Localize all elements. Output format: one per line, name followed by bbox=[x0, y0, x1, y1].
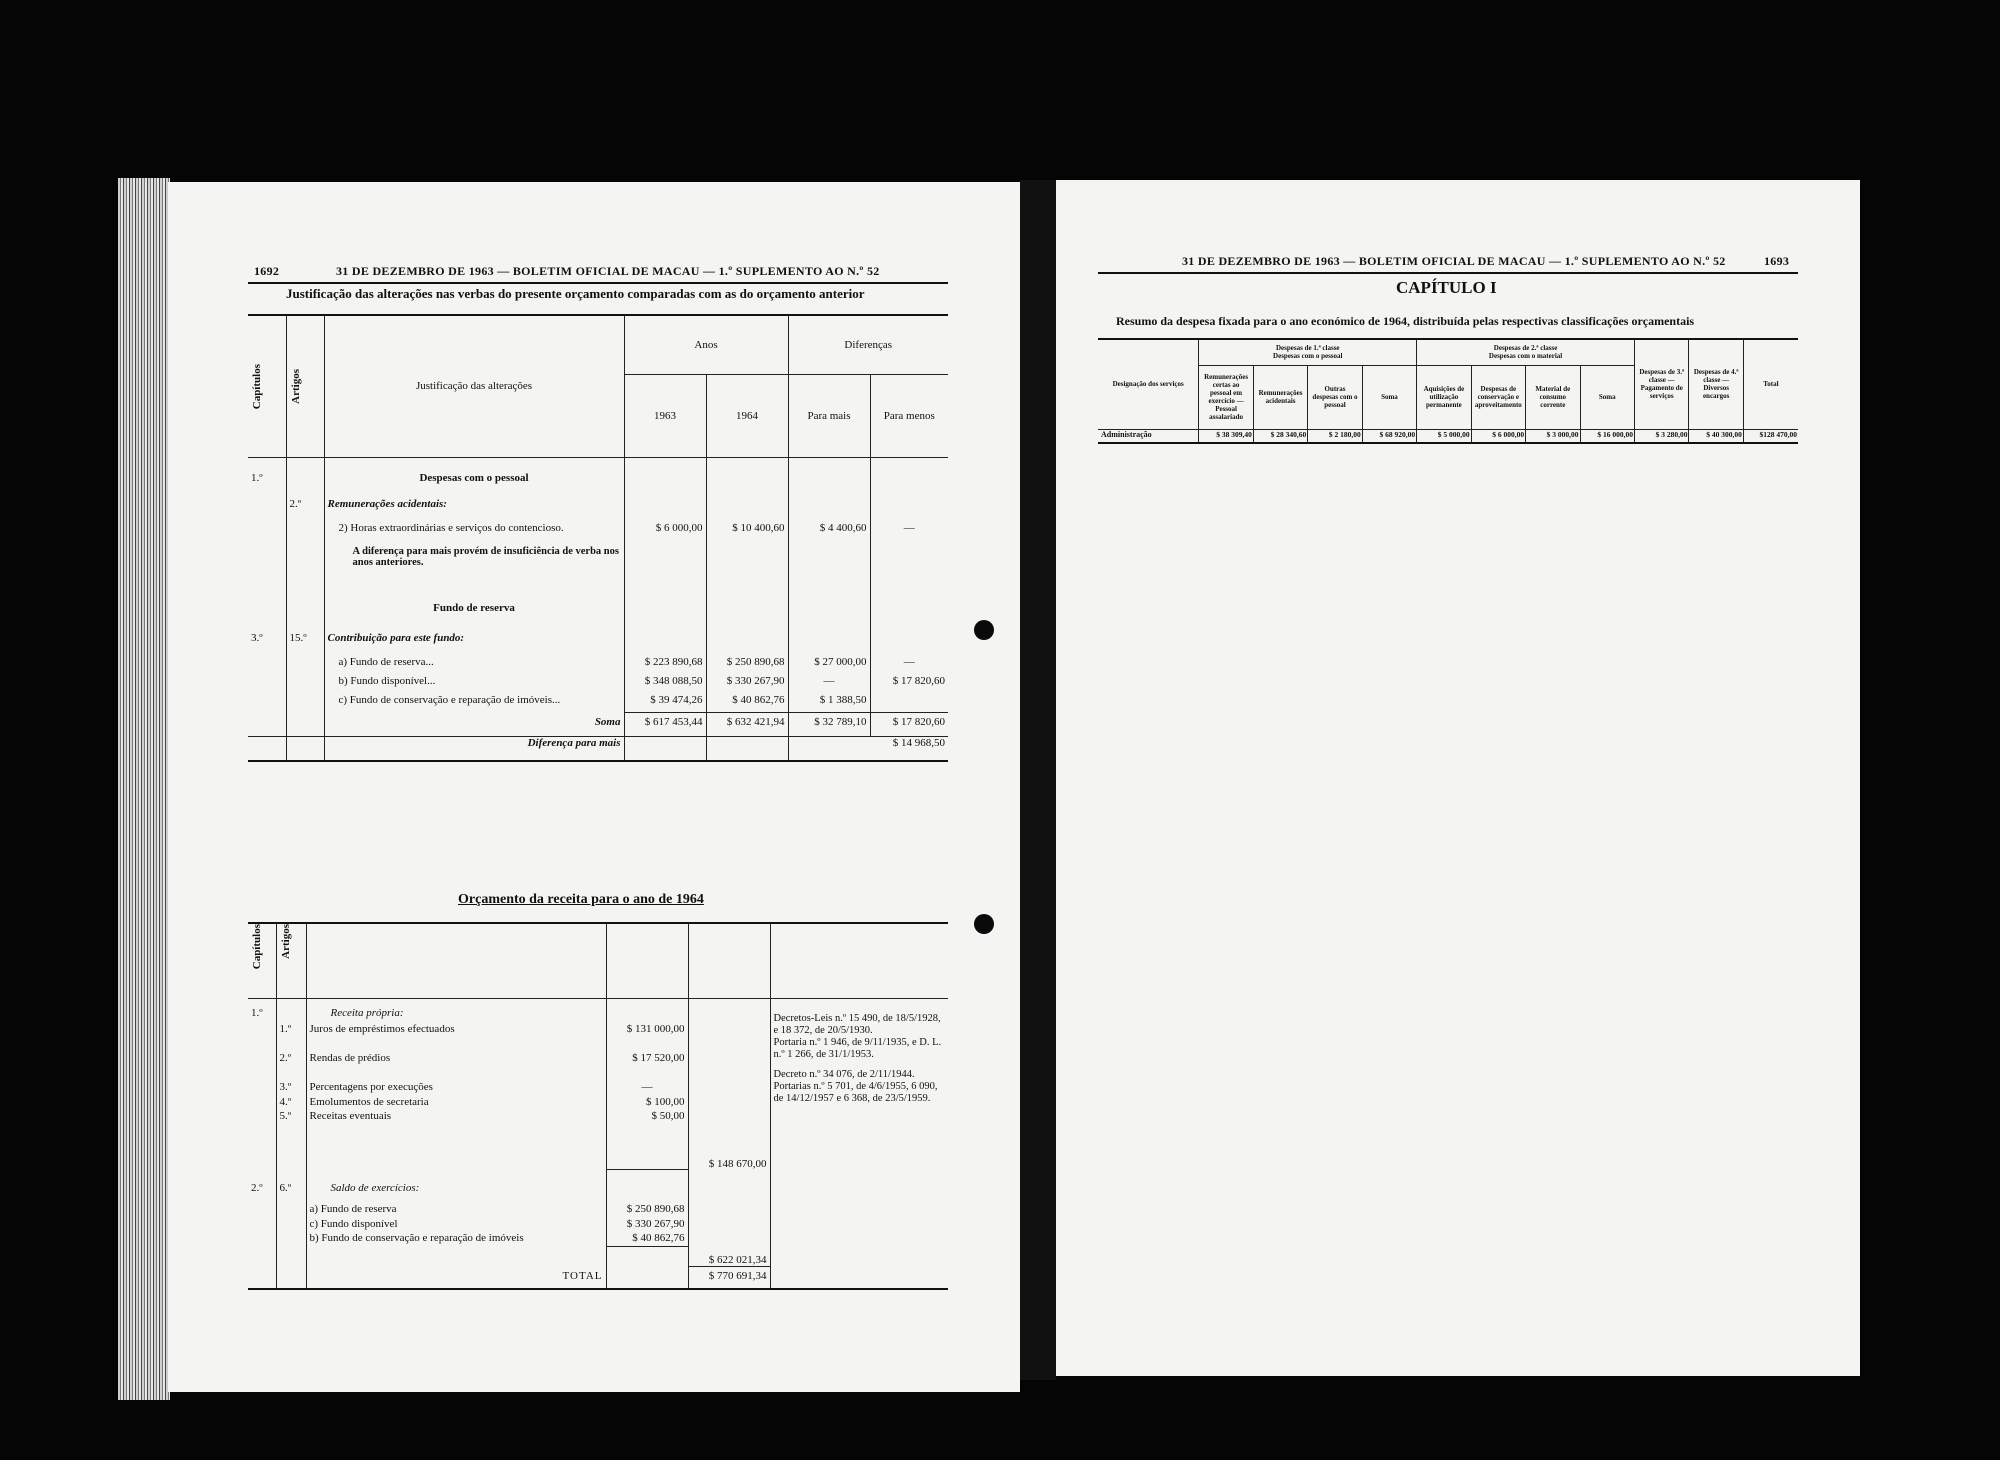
row-value: $ 68 920,00 bbox=[1362, 429, 1416, 443]
diferenca-value: $ 14 968,50 bbox=[788, 737, 948, 761]
punch-hole bbox=[974, 914, 994, 934]
receita-item-label: Emolumentos de secretaria bbox=[306, 1096, 606, 1111]
receita-item-value: $ 100,00 bbox=[606, 1096, 688, 1111]
receita-item-value: $ 17 520,00 bbox=[606, 1052, 688, 1081]
art-2: 2.º bbox=[286, 498, 324, 522]
fundo-row-1964: $ 250 890,68 bbox=[706, 656, 788, 675]
soma-label: Soma bbox=[324, 713, 624, 737]
receita-art-6: 6.º bbox=[276, 1170, 306, 1203]
receita-item-value: $ 131 000,00 bbox=[606, 1023, 688, 1052]
receita-subtotal-1: $ 148 670,00 bbox=[688, 1125, 770, 1170]
despesa-summary-table bbox=[1098, 338, 1798, 444]
col-para-mais: Para mais bbox=[788, 374, 870, 457]
horas-1964: $ 10 400,60 bbox=[706, 522, 788, 546]
legal-note: Portarias n.º 5 701, de 4/6/1955, 6 090, de 14/12/1957 e 6 368, de 23/5/1959. bbox=[773, 1081, 938, 1105]
chapter-subtitle: Resumo da despesa fixada para o ano económico de 1964, distribuída pelas respectivas classificações orçamentais bbox=[1116, 314, 1695, 328]
col-soma-1: Soma bbox=[1362, 365, 1416, 429]
punch-hole bbox=[974, 620, 994, 640]
legal-note: Portaria n.º 1 946, de 9/11/1935, e D. L. n.º 1 266, de 31/1/1953. bbox=[773, 1037, 942, 1061]
art-15: 15.º bbox=[286, 632, 324, 656]
receita-art: 5.º bbox=[276, 1110, 306, 1125]
head-rule bbox=[1098, 272, 1798, 274]
fundo-row-1963: $ 223 890,68 bbox=[624, 656, 706, 675]
fundo-row-mais: — bbox=[788, 675, 870, 694]
col-classe-4: Despesas de 4.ª classe — Diversos encargos bbox=[1689, 339, 1743, 429]
remuneracoes-label: Remunerações acidentais: bbox=[324, 498, 624, 522]
row-value: $ 3 000,00 bbox=[1526, 429, 1580, 443]
fundo-row-mais: $ 27 000,00 bbox=[788, 656, 870, 675]
book-page-edges bbox=[118, 178, 170, 1400]
receita-total-value: $ 770 691,34 bbox=[688, 1267, 770, 1289]
right-page bbox=[1056, 180, 1860, 1376]
fundo-row-1964: $ 40 862,76 bbox=[706, 694, 788, 713]
receita-title: Orçamento da receita para o ano de 1964 bbox=[458, 892, 704, 907]
diferenca-label: Diferença para mais bbox=[324, 737, 624, 761]
saldo-item-label: b) Fundo de conservação e reparação de imóveis bbox=[306, 1232, 606, 1247]
col-para-menos: Para menos bbox=[870, 374, 948, 457]
row-value: $ 5 000,00 bbox=[1417, 429, 1471, 443]
col-soma-2: Soma bbox=[1580, 365, 1634, 429]
book-gutter bbox=[1020, 180, 1056, 1380]
receita-col-artigos: Artigos bbox=[279, 924, 292, 959]
legal-note: Decretos-Leis n.º 15 490, de 18/5/1928, e 18 372, de 20/5/1930. bbox=[773, 1013, 941, 1037]
col-justificacao: Justificação das alterações bbox=[324, 315, 624, 457]
col-total: Total bbox=[1743, 339, 1798, 429]
chapter-title: CAPÍTULO I bbox=[1396, 278, 1497, 297]
row-value: $ 16 000,00 bbox=[1580, 429, 1634, 443]
col-remuneracoes-certas: Remunerações certas ao pessoal em exercício — Pessoal assalariado bbox=[1199, 365, 1253, 429]
receita-art: 4.º bbox=[276, 1096, 306, 1111]
row-value: $ 3 280,00 bbox=[1634, 429, 1688, 443]
cap-3: 3.º bbox=[251, 631, 263, 644]
col-1964: 1964 bbox=[706, 374, 788, 457]
justification-table bbox=[248, 314, 948, 762]
running-head-left: 31 DE DEZEMBRO DE 1963 — BOLETIM OFICIAL DE MACAU — 1.º SUPLEMENTO AO N.º 52 bbox=[336, 264, 880, 278]
col-artigos: Artigos bbox=[289, 369, 302, 404]
legal-note: Decreto n.º 34 076, de 2/11/1944. bbox=[773, 1069, 915, 1081]
receita-col-capitulos: Capítulos bbox=[251, 924, 263, 970]
cap-1: 1.º bbox=[251, 471, 263, 484]
fundo-row-1964: $ 330 267,90 bbox=[706, 675, 788, 694]
soma-mais: $ 32 789,10 bbox=[788, 713, 870, 737]
receita-table bbox=[248, 922, 948, 1290]
receita-art: 2.º bbox=[276, 1052, 306, 1081]
page-number-right: 1693 bbox=[1764, 254, 1790, 268]
col-1963: 1963 bbox=[624, 374, 706, 457]
fundo-row-label: b) Fundo disponível... bbox=[324, 675, 624, 694]
col-capitulos: Capítulos bbox=[251, 363, 263, 410]
fundo-row-label: a) Fundo de reserva... bbox=[324, 656, 624, 675]
row-value: $ 40 300,00 bbox=[1689, 429, 1743, 443]
col-remuneracoes-acidentais: Remunerações acidentais bbox=[1253, 365, 1307, 429]
horas-menos: — bbox=[870, 522, 948, 546]
col-outras-despesas: Outras despesas com o pessoal bbox=[1308, 365, 1362, 429]
horas-1963: $ 6 000,00 bbox=[624, 522, 706, 546]
receita-cap-2: 2.º bbox=[251, 1181, 263, 1194]
head-rule bbox=[248, 282, 948, 284]
col-designacao: Designação dos serviços bbox=[1098, 339, 1199, 429]
nota-diferenca: A diferença para mais provém de insuficiência de verba nos anos anteriores. bbox=[324, 546, 624, 592]
saldo-item-label: a) Fundo de reserva bbox=[306, 1203, 606, 1218]
col-diferencas: Diferenças bbox=[788, 315, 948, 374]
row-value: $ 28 340,60 bbox=[1253, 429, 1307, 443]
receita-item-label: Rendas de prédios bbox=[306, 1052, 606, 1081]
justification-title: Justificação das alterações nas verbas do presente orçamento comparadas com as do orçamento anterior bbox=[286, 286, 865, 301]
row-value: $ 2 180,00 bbox=[1308, 429, 1362, 443]
col-conservacao: Despesas de conservação e aproveitamento bbox=[1471, 365, 1525, 429]
saldo-item-value: $ 250 890,68 bbox=[606, 1203, 688, 1218]
soma-menos: $ 17 820,60 bbox=[870, 713, 948, 737]
fundo-row-mais: $ 1 388,50 bbox=[788, 694, 870, 713]
saldo-label: Saldo de exercícios: bbox=[306, 1170, 606, 1203]
saldo-item-value: $ 40 862,76 bbox=[606, 1232, 688, 1247]
row-value: $ 38 309,40 bbox=[1199, 429, 1253, 443]
receita-item-label: Juros de empréstimos efectuados bbox=[306, 1023, 606, 1052]
left-page bbox=[168, 182, 1020, 1392]
running-head-right: 31 DE DEZEMBRO DE 1963 — BOLETIM OFICIAL DE MACAU — 1.º SUPLEMENTO AO N.º 52 bbox=[1182, 254, 1726, 268]
col-anos: Anos bbox=[624, 315, 788, 374]
row-value: $ 6 000,00 bbox=[1471, 429, 1525, 443]
col-classe-1-sub: Despesas com o pessoal bbox=[1273, 352, 1343, 361]
fundo-row-label: c) Fundo de conservação e reparação de imóveis... bbox=[324, 694, 624, 713]
soma-1964: $ 632 421,94 bbox=[706, 713, 788, 737]
receita-art: 3.º bbox=[276, 1081, 306, 1096]
col-classe-1: Despesas de 1.ª classe bbox=[1275, 344, 1340, 353]
col-classe-2: Despesas de 2.ª classe bbox=[1493, 344, 1558, 353]
receita-item-value: $ 50,00 bbox=[606, 1110, 688, 1125]
receita-item-label: Percentagens por execuções bbox=[306, 1081, 606, 1096]
col-material-consumo: Material de consumo corrente bbox=[1526, 365, 1580, 429]
heading-fundo: Fundo de reserva bbox=[324, 592, 624, 632]
horas-label: 2) Horas extraordinárias e serviços do contencioso. bbox=[324, 522, 624, 546]
receita-propria-label: Receita própria: bbox=[306, 999, 606, 1024]
row-administracao-label: Administração bbox=[1101, 429, 1152, 439]
contribuicao-label: Contribuição para este fundo: bbox=[324, 632, 624, 656]
row-value: $128 470,00 bbox=[1743, 429, 1798, 443]
receita-item-value: — bbox=[606, 1081, 688, 1096]
fundo-row-menos bbox=[870, 694, 948, 713]
receita-total-label: TOTAL bbox=[306, 1267, 606, 1289]
receita-subtotal-2: $ 622 021,34 bbox=[688, 1247, 770, 1267]
col-classe-2-sub: Despesas com o material bbox=[1488, 352, 1563, 361]
col-classe-3: Despesas de 3.ª classe — Pagamento de serviços bbox=[1634, 339, 1688, 429]
soma-1963: $ 617 453,44 bbox=[624, 713, 706, 737]
fundo-row-menos: — bbox=[870, 656, 948, 675]
fundo-row-menos: $ 17 820,60 bbox=[870, 675, 948, 694]
receita-art: 1.º bbox=[276, 1023, 306, 1052]
heading-pessoal: Despesas com o pessoal bbox=[324, 457, 624, 497]
receita-cap-1: 1.º bbox=[251, 1007, 263, 1020]
saldo-item-label: c) Fundo disponível bbox=[306, 1218, 606, 1233]
saldo-item-value: $ 330 267,90 bbox=[606, 1218, 688, 1233]
page-number-left: 1692 bbox=[254, 264, 280, 278]
col-aquisicoes: Aquisições de utilização permanente bbox=[1417, 365, 1471, 429]
receita-item-label: Receitas eventuais bbox=[306, 1110, 606, 1125]
fundo-row-1963: $ 348 088,50 bbox=[624, 675, 706, 694]
horas-mais: $ 4 400,60 bbox=[788, 522, 870, 546]
fundo-row-1963: $ 39 474,26 bbox=[624, 694, 706, 713]
